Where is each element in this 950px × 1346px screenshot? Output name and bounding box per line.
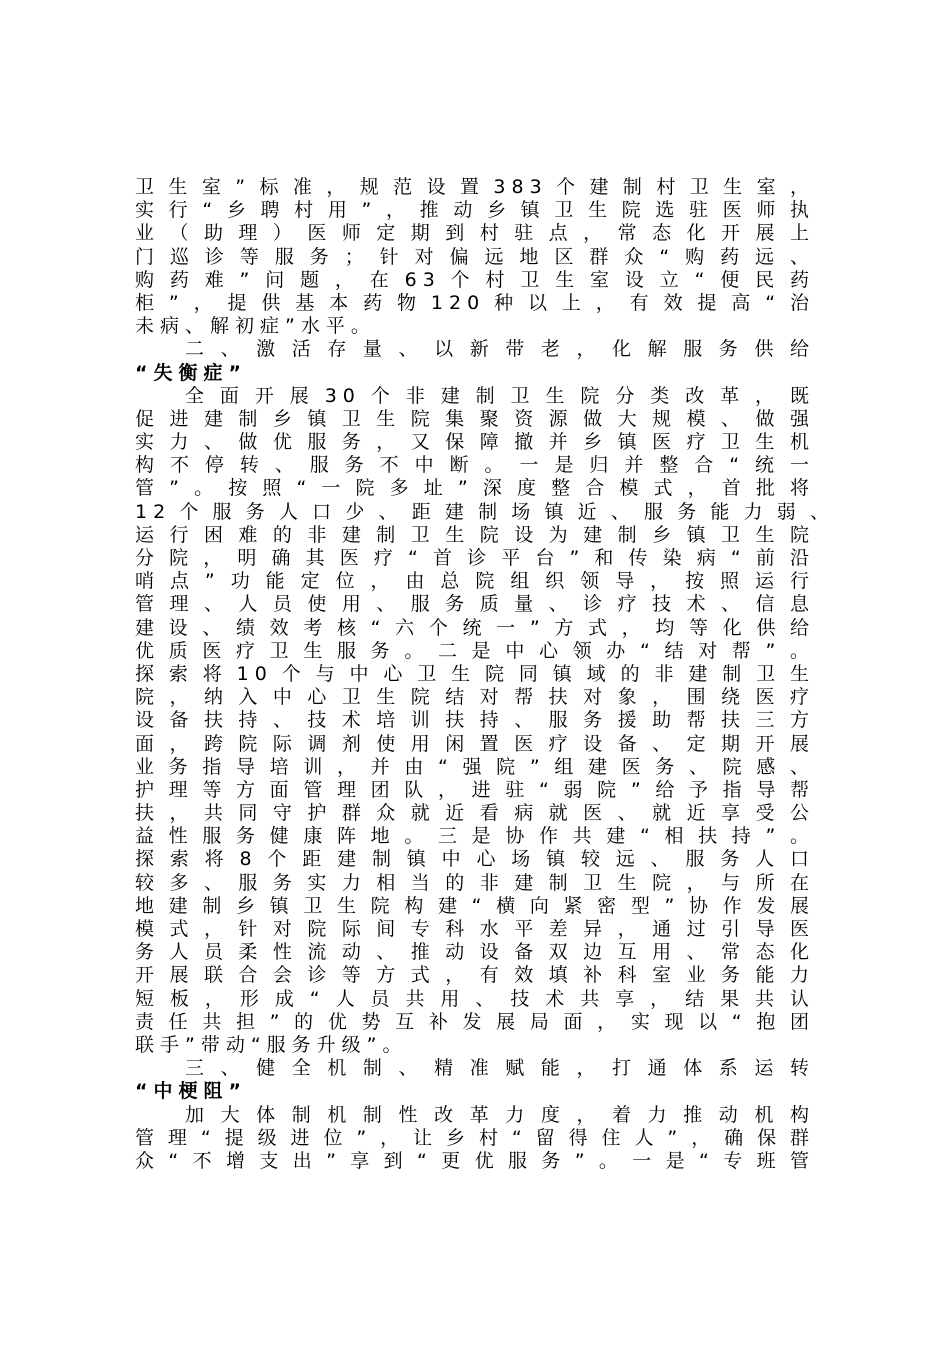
text-line: 探索将10个与中心卫生院同镇域的非建制卫生 — [135, 662, 815, 685]
text-line: 建设、绩效考核“六个统一”方式，均等化供给 — [135, 616, 815, 639]
text-line: 实力、做优服务，又保障撤并乡镇医疗卫生机 — [135, 431, 815, 454]
paragraph-start: 加大体制机制性改革力度，着力推动机构 — [185, 1103, 815, 1126]
text-line: 管理“提级进位”，让乡村“留得住人”，确保群 — [135, 1126, 815, 1149]
paragraph-start: 全面开展30个非建制卫生院分类改革，既 — [185, 384, 815, 407]
text-line: 12个服务人口少、距建制场镇近、服务能力弱、 — [135, 500, 835, 523]
text-line: 柜”，提供基本药物120种以上，有效提高“治 — [135, 291, 815, 314]
text-line: 构不停转、服务不中断。一是归并整合“统一 — [135, 454, 815, 477]
text-line: 实行“乡聘村用”，推动乡镇卫生院选驻医师执 — [135, 199, 815, 222]
text-line: 哨点”功能定位，由总院组织领导，按照运行 — [135, 570, 815, 593]
text-line: 购药难”问题，在63个村卫生室设立“便民药 — [135, 268, 815, 291]
text-line: 扶，共同守护群众就近看病就医、就近享受公 — [135, 802, 815, 825]
text-line: 短板，形成“人员共用、技术共享，结果共认 — [135, 987, 815, 1010]
text-line: 未病、解初症”水平。 — [135, 315, 376, 338]
text-line: 业务指导培训，并由“强院”组建医务、院感、 — [135, 755, 815, 778]
text-line: 责任共担”的优势互补发展局面，实现以“抱团 — [135, 1010, 815, 1033]
text-line: 设备扶持、技术培训扶持、服务援助帮扶三方 — [135, 709, 815, 732]
text-line: 管”。按照“一院多址”深度整合模式，首批将 — [135, 477, 815, 500]
section-heading-cont: “中梗阻” — [135, 1080, 247, 1103]
document-body — [135, 176, 835, 1173]
text-line: 地建制乡镇卫生院构建“横向紧密型”协作发展 — [135, 894, 815, 917]
text-line: 模式，针对院际间专科水平差异，通过引导医 — [135, 918, 815, 940]
text-line: 分院，明确其医疗“首诊平台”和传染病“前沿 — [135, 547, 815, 569]
text-line: 运行困难的非建制卫生院设为建制乡镇卫生院 — [135, 523, 815, 546]
text-line: 联手”带动“服务升级”。 — [135, 1033, 408, 1056]
text-line: 务人员柔性流动、推动设备双边互用、常态化 — [135, 941, 815, 964]
text-line: 开展联合会诊等方式，有效填补科室业务能力 — [135, 964, 815, 987]
text-line: 卫生室”标准，规范设置383个建制村卫生室， — [135, 176, 815, 198]
text-line: 探索将8个距建制镇中心场镇较远、服务人口 — [135, 848, 815, 871]
text-line: 管理、人员使用、服务质量、诊疗技术、信息 — [135, 593, 815, 616]
section-heading-cont: “失衡症” — [135, 361, 247, 384]
text-line: 较多、服务实力相当的非建制卫生院，与所在 — [135, 871, 815, 894]
text-line: 护理等方面管理团队，进驻“弱院”给予指导帮 — [135, 778, 815, 801]
text-line: 众“不增支出”享到“更优服务”。一是“专班管 — [135, 1149, 815, 1172]
section-heading: 三、健全机制、精准赋能，打通体系运转 — [185, 1057, 815, 1080]
text-line: 业（助理）医师定期到村驻点，常态化开展上 — [135, 222, 815, 245]
text-line: 促进建制乡镇卫生院集聚资源做大规模、做强 — [135, 407, 815, 430]
section-heading: 二、激活存量、以新带老，化解服务供给 — [185, 338, 815, 361]
text-line: 面，跨院际调剂使用闲置医疗设备、定期开展 — [135, 732, 815, 755]
text-line: 门巡诊等服务；针对偏远地区群众“购药远、 — [135, 245, 815, 268]
text-line: 优质医疗卫生服务。二是中心领办“结对帮”。 — [135, 639, 815, 662]
text-line: 院，纳入中心卫生院结对帮扶对象，围绕医疗 — [135, 686, 815, 709]
text-line: 益性服务健康阵地。三是协作共建“相扶持”。 — [135, 825, 815, 848]
